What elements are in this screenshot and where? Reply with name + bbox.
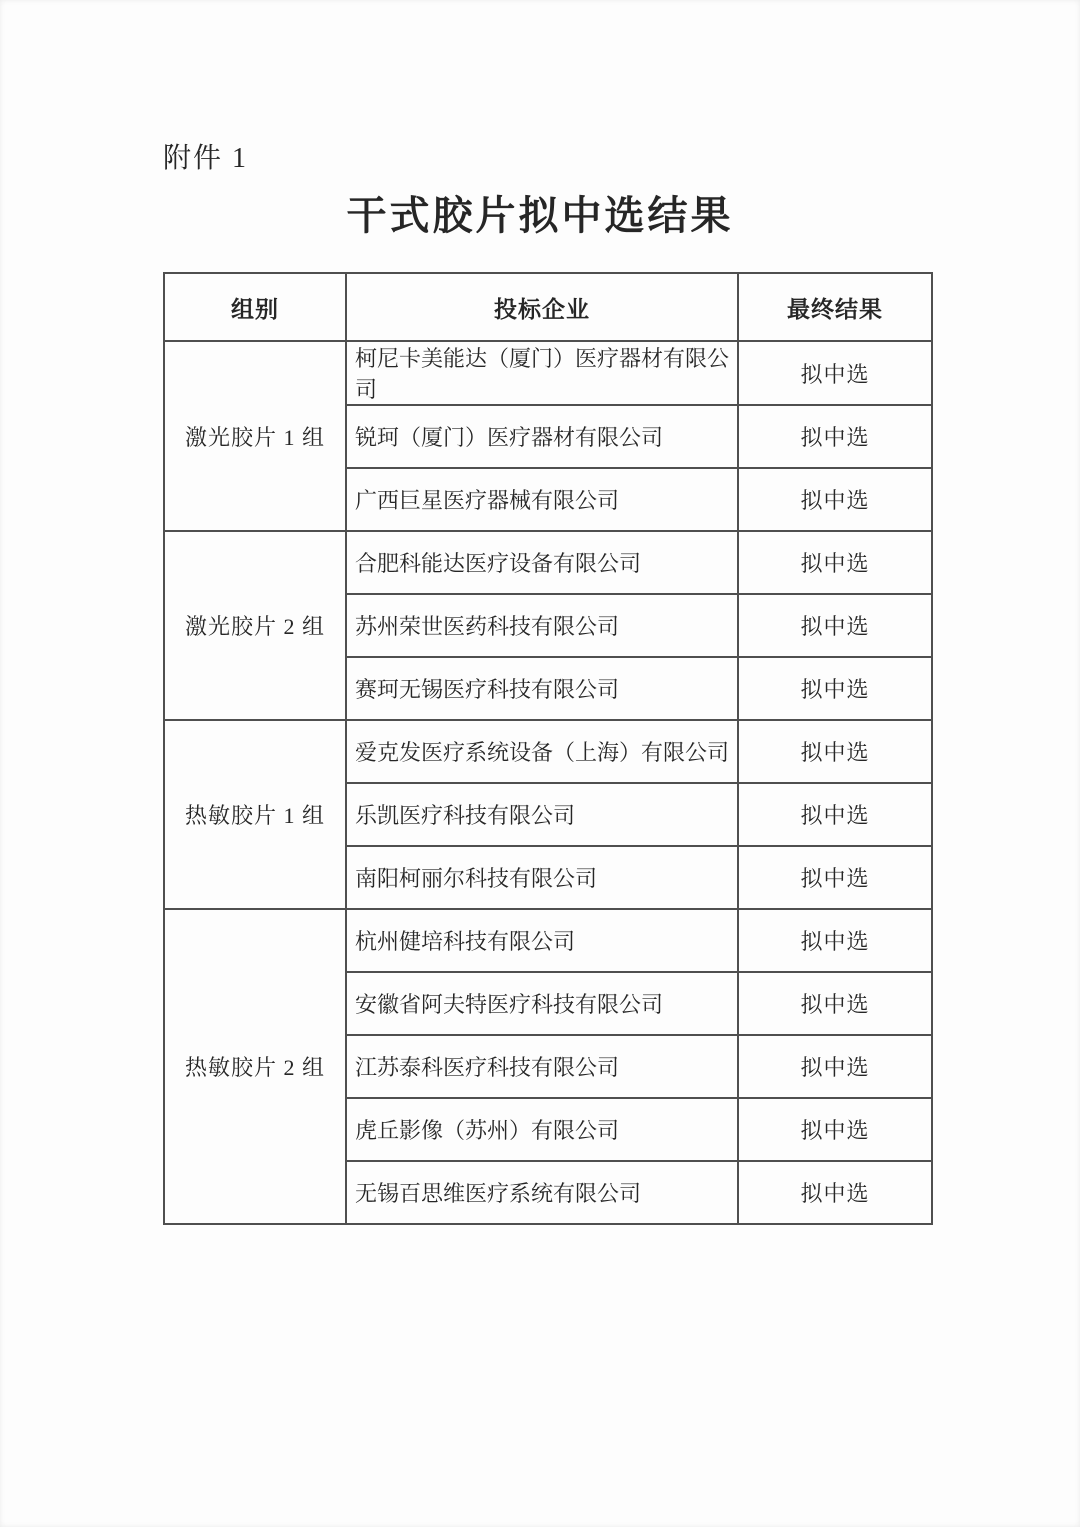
result-cell: 拟中选 <box>738 657 932 720</box>
header-group: 组别 <box>164 273 346 341</box>
results-table <box>163 272 933 1225</box>
company-cell: 爱克发医疗系统设备（上海）有限公司 <box>346 720 738 783</box>
result-cell: 拟中选 <box>738 1098 932 1161</box>
table-row <box>164 720 932 783</box>
company-cell: 合肥科能达医疗设备有限公司 <box>346 531 738 594</box>
header-result: 最终结果 <box>738 273 932 341</box>
group-cell: 激光胶片 1 组 <box>164 341 346 531</box>
result-cell: 拟中选 <box>738 909 932 972</box>
group-cell: 激光胶片 2 组 <box>164 531 346 720</box>
company-cell: 杭州健培科技有限公司 <box>346 909 738 972</box>
header-company: 投标企业 <box>346 273 738 341</box>
company-cell: 广西巨星医疗器械有限公司 <box>346 468 738 531</box>
result-cell: 拟中选 <box>738 1035 932 1098</box>
table-header-row <box>164 273 932 341</box>
group-cell: 热敏胶片 1 组 <box>164 720 346 909</box>
result-cell: 拟中选 <box>738 468 932 531</box>
result-cell: 拟中选 <box>738 783 932 846</box>
company-cell: 江苏泰科医疗科技有限公司 <box>346 1035 738 1098</box>
company-cell: 安徽省阿夫特医疗科技有限公司 <box>346 972 738 1035</box>
table-row <box>164 531 932 594</box>
result-cell: 拟中选 <box>738 341 932 405</box>
company-cell: 锐珂（厦门）医疗器材有限公司 <box>346 405 738 468</box>
document-title: 干式胶片拟中选结果 <box>346 193 734 238</box>
result-cell: 拟中选 <box>738 594 932 657</box>
result-cell: 拟中选 <box>738 531 932 594</box>
company-cell: 乐凯医疗科技有限公司 <box>346 783 738 846</box>
result-cell: 拟中选 <box>738 405 932 468</box>
result-cell: 拟中选 <box>738 972 932 1035</box>
group-cell: 热敏胶片 2 组 <box>164 909 346 1224</box>
result-cell: 拟中选 <box>738 720 932 783</box>
company-cell: 赛珂无锡医疗科技有限公司 <box>346 657 738 720</box>
company-cell: 无锡百思维医疗系统有限公司 <box>346 1161 738 1224</box>
company-cell: 虎丘影像（苏州）有限公司 <box>346 1098 738 1161</box>
table-row <box>164 909 932 972</box>
result-cell: 拟中选 <box>738 1161 932 1224</box>
company-cell: 苏州荣世医药科技有限公司 <box>346 594 738 657</box>
attachment-label: 附件 1 <box>163 143 249 174</box>
company-cell: 柯尼卡美能达（厦门）医疗器材有限公司 <box>346 341 738 405</box>
company-cell: 南阳柯丽尔科技有限公司 <box>346 846 738 909</box>
result-cell: 拟中选 <box>738 846 932 909</box>
table-row <box>164 341 932 405</box>
